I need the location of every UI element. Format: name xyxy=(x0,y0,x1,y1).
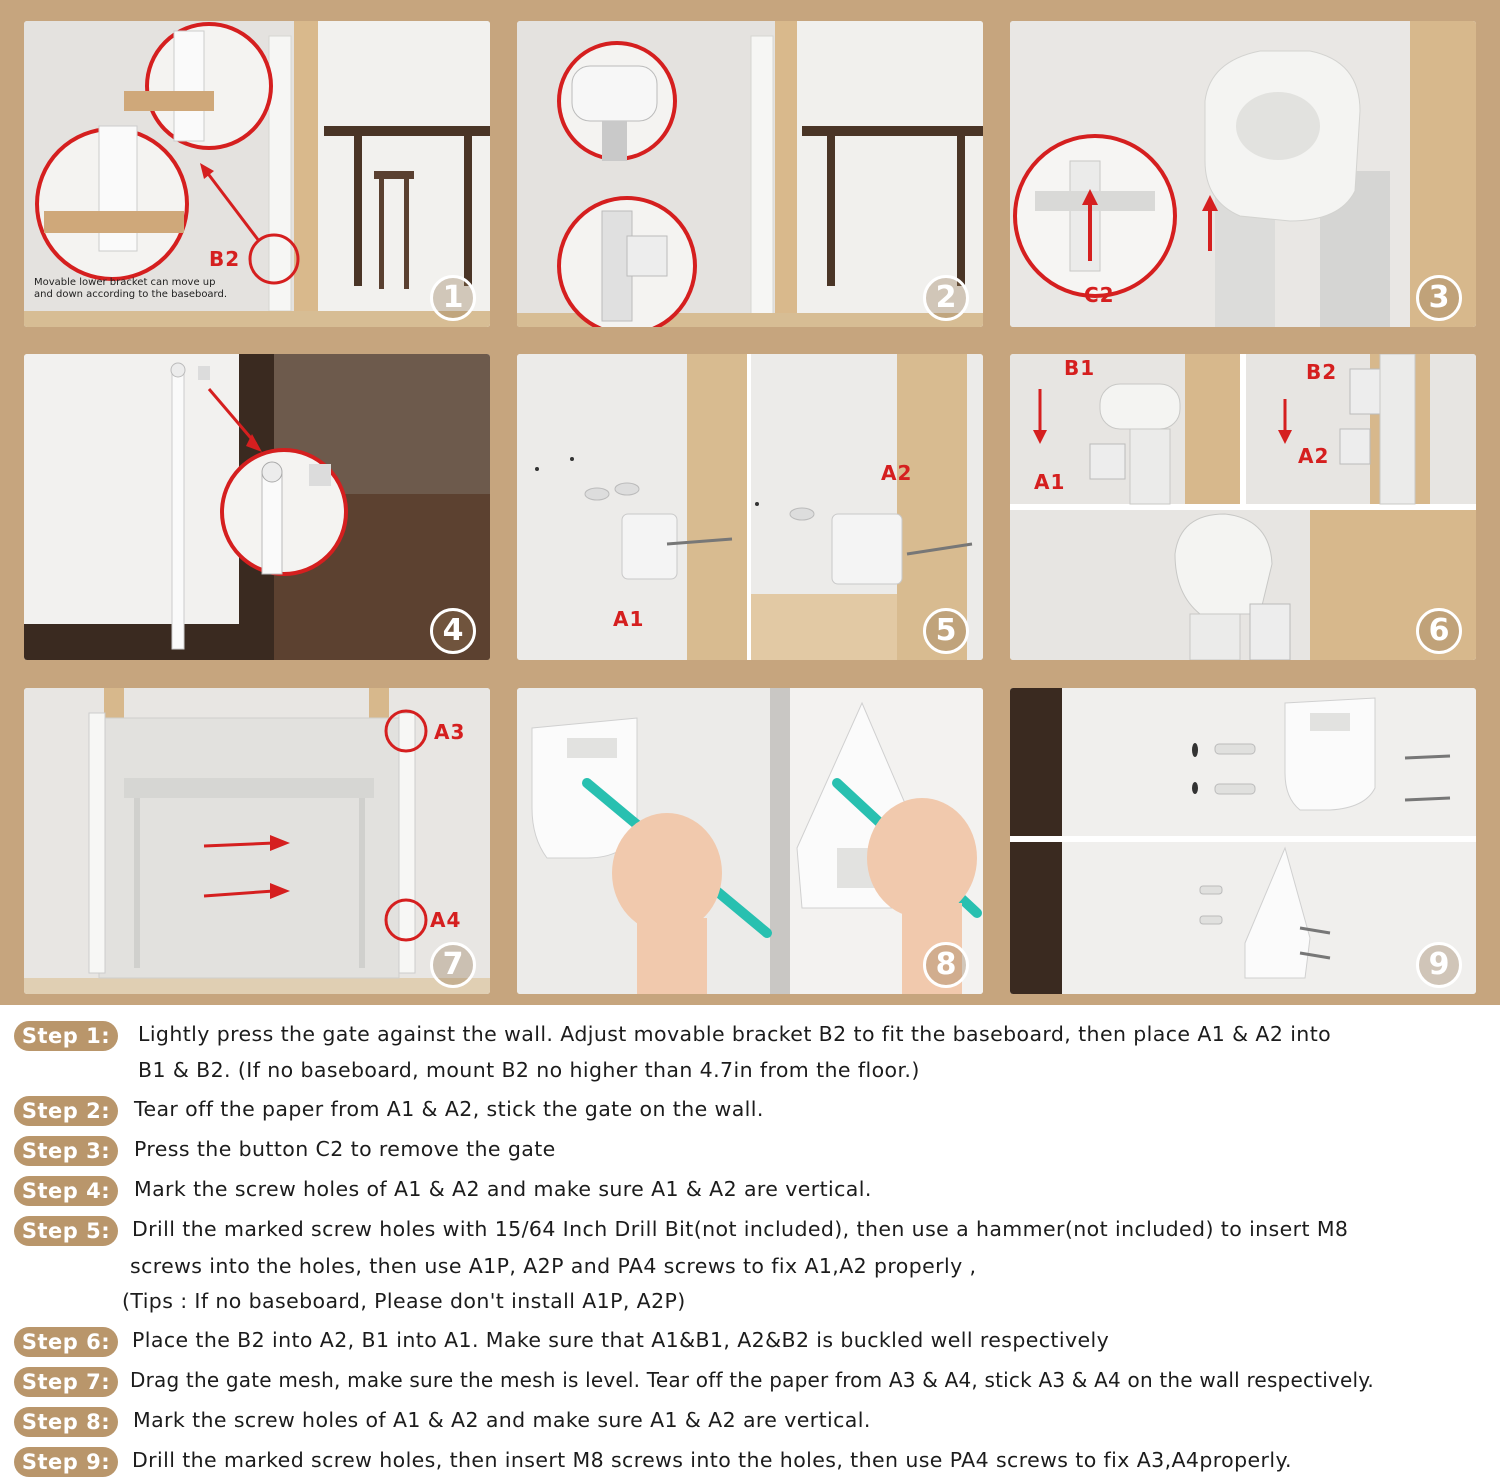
step-label: Step 3: xyxy=(14,1136,118,1166)
callout-label-b1: B1 xyxy=(1064,356,1096,380)
step-label: Step 2: xyxy=(14,1096,118,1126)
panel-6-illustration xyxy=(1010,354,1476,660)
panel-9-illustration xyxy=(1010,688,1476,994)
step-number-badge: 7 xyxy=(430,942,476,988)
panel-8-illustration xyxy=(517,688,983,994)
panel-4-illustration xyxy=(24,354,490,660)
step-5-text-line-1: Drill the marked screw holes with 15/64 Inch Drill Bit(not included), then use a hammer(not included) to insert M8 xyxy=(132,1217,1349,1241)
panel-note-line-1: Movable lower bracket can move up xyxy=(34,277,216,288)
panel-step-8 xyxy=(517,688,983,994)
callout-label-a2: A2 xyxy=(1298,444,1330,468)
step-4-text: Mark the screw holes of A1 & A2 and make sure A1 & A2 are vertical. xyxy=(134,1177,872,1201)
step-label: Step 4: xyxy=(14,1176,118,1206)
panel-step-7 xyxy=(24,688,490,994)
step-number-badge: 8 xyxy=(923,942,969,988)
step-label: Step 1: xyxy=(14,1021,118,1051)
step-3-text: Press the button C2 to remove the gate xyxy=(134,1137,556,1161)
step-label: Step 5: xyxy=(14,1216,118,1246)
panel-2-illustration xyxy=(517,21,983,327)
step-1-text-line-2: B1 & B2. (If no baseboard, mount B2 no higher than 4.7in from the floor.) xyxy=(138,1058,920,1082)
callout-label-a1: A1 xyxy=(613,607,645,631)
panel-3-illustration xyxy=(1010,21,1476,327)
step-5-text-line-2: screws into the holes, then use A1P, A2P and PA4 screws to fix A1,A2 properly , xyxy=(130,1254,977,1278)
step-number-badge: 3 xyxy=(1416,275,1462,321)
callout-label-b2: B2 xyxy=(1306,360,1338,384)
step-label: Step 9: xyxy=(14,1447,118,1477)
step-instructions xyxy=(0,1005,1500,1484)
callout-label-a3: A3 xyxy=(434,720,466,744)
panel-7-illustration xyxy=(24,688,490,994)
panel-step-3 xyxy=(1010,21,1476,327)
callout-label-b2: B2 xyxy=(209,247,241,271)
callout-label-a2: A2 xyxy=(881,461,913,485)
step-number-badge: 4 xyxy=(430,608,476,654)
panel-step-2 xyxy=(517,21,983,327)
panel-note-line-2: and down according to the baseboard. xyxy=(34,289,228,300)
callout-label-a4: A4 xyxy=(430,908,462,932)
step-number-badge: 5 xyxy=(923,608,969,654)
step-number-badge: 6 xyxy=(1416,608,1462,654)
step-7-text: Drag the gate mesh, make sure the mesh is level. Tear off the paper from A3 & A4, stick A3 & A4 on the wall respectively. xyxy=(130,1368,1374,1392)
step-6-text: Place the B2 into A2, B1 into A1. Make sure that A1&B1, A2&B2 is buckled well respectively xyxy=(132,1328,1110,1352)
step-8-text: Mark the screw holes of A1 & A2 and make sure A1 & A2 are vertical. xyxy=(133,1408,871,1432)
step-number-badge: 2 xyxy=(923,275,969,321)
panel-step-6 xyxy=(1010,354,1476,660)
step-9-text: Drill the marked screw holes, then insert M8 screws into the holes, then use PA4 screws to fix A3,A4properly. xyxy=(132,1448,1292,1472)
step-label: Step 8: xyxy=(14,1407,118,1437)
callout-label-a1: A1 xyxy=(1034,470,1066,494)
step-number-badge: 1 xyxy=(430,275,476,321)
callout-label-c2: C2 xyxy=(1084,283,1115,307)
step-5-tip: (Tips : If no baseboard, Please don't install A1P, A2P) xyxy=(122,1289,686,1313)
step-2-text: Tear off the paper from A1 & A2, stick the gate on the wall. xyxy=(134,1097,764,1121)
panel-step-5 xyxy=(517,354,983,660)
step-number-badge: 9 xyxy=(1416,942,1462,988)
step-1-text-line-1: Lightly press the gate against the wall. Adjust movable bracket B2 to fit the baseboard, then place A1 & A2 into xyxy=(138,1022,1332,1046)
panel-step-9 xyxy=(1010,688,1476,994)
panel-step-1 xyxy=(24,21,490,327)
panel-5-illustration xyxy=(517,354,983,660)
panel-step-4 xyxy=(24,354,490,660)
step-label: Step 6: xyxy=(14,1327,118,1357)
step-label: Step 7: xyxy=(14,1367,118,1397)
